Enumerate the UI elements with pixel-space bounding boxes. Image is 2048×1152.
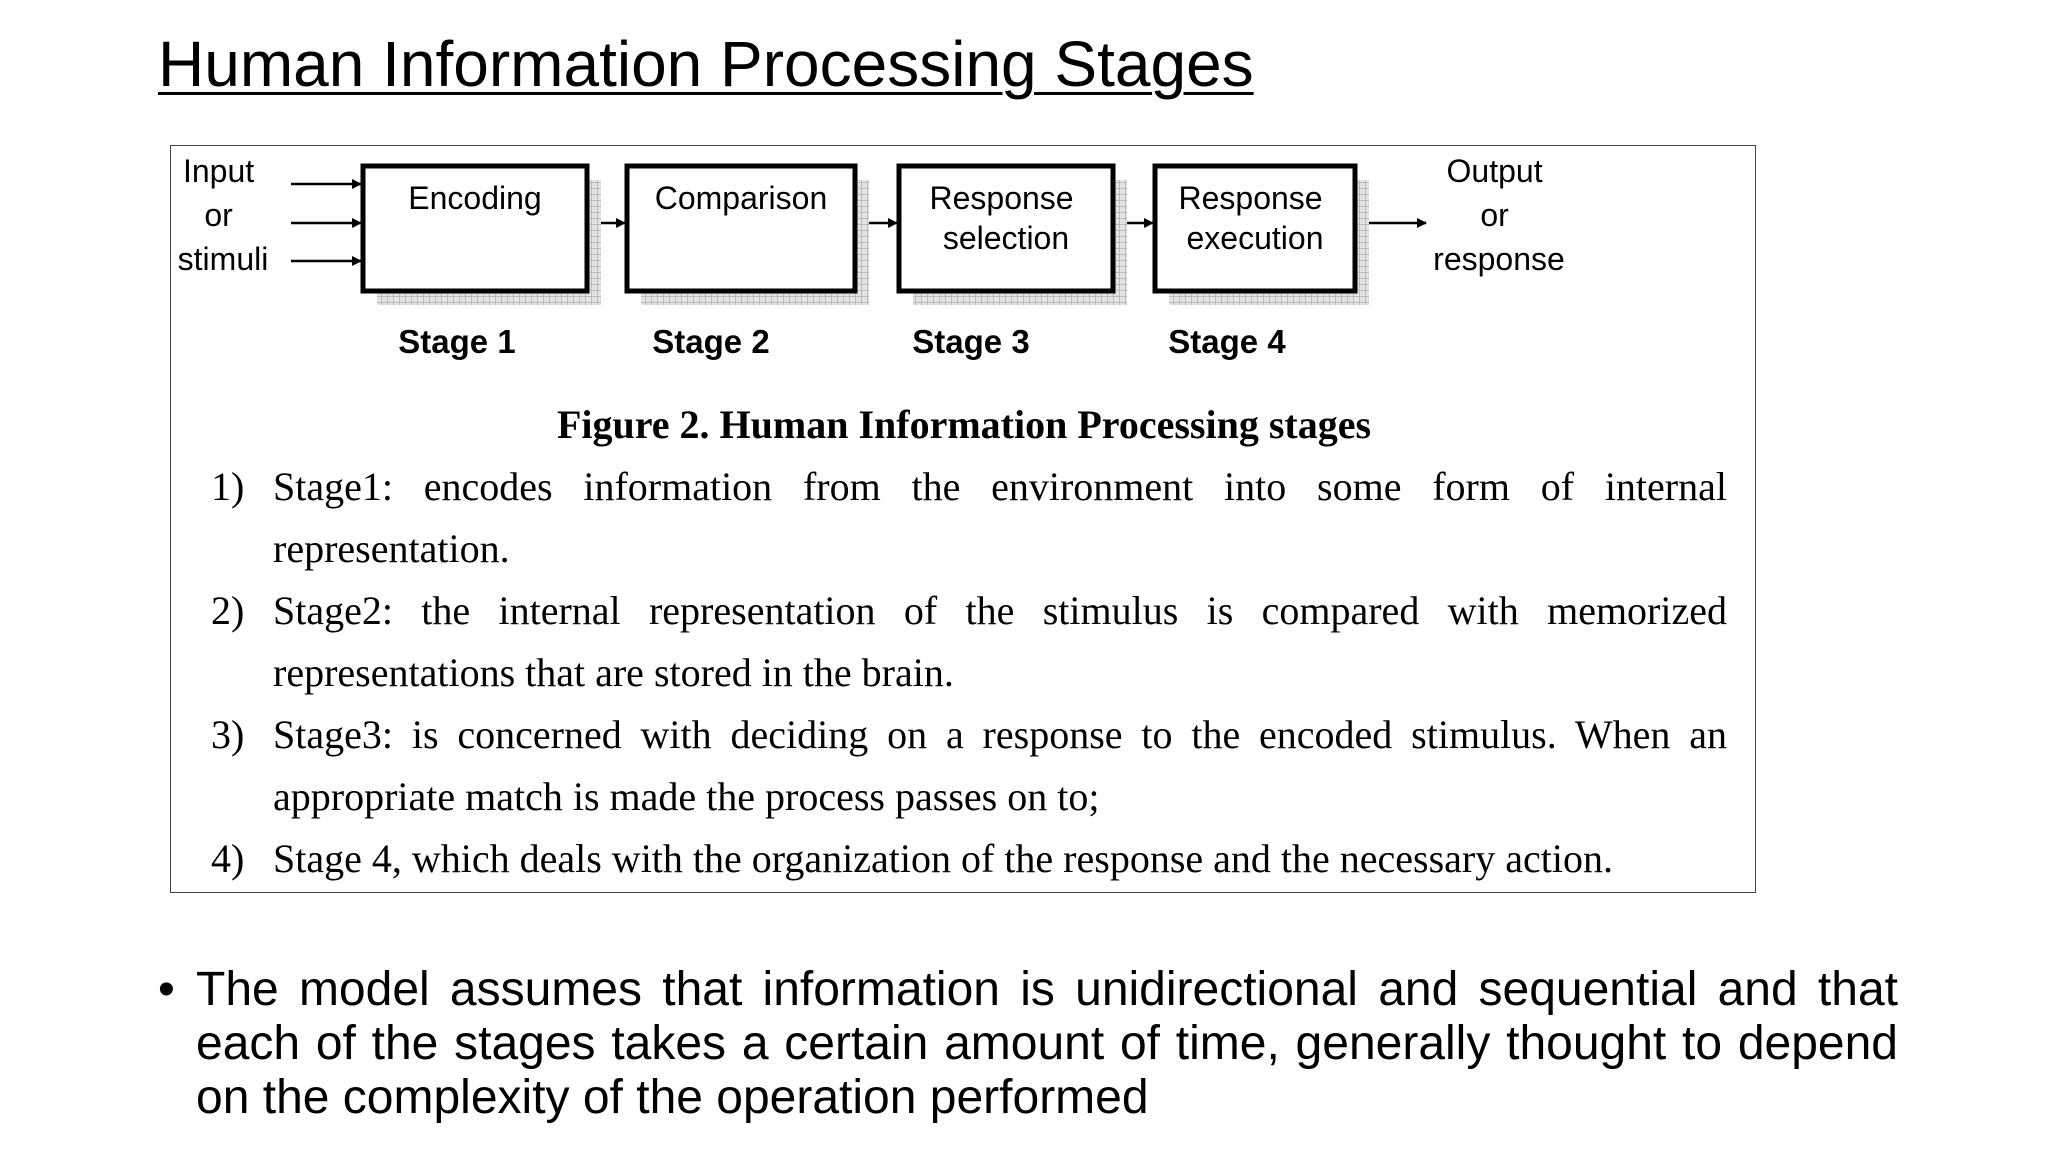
input-label-line: stimuli xyxy=(177,241,269,277)
stage-box-label: Encoding xyxy=(408,180,542,216)
stage-description-list xyxy=(211,456,1727,890)
stage-box-label-line: Response xyxy=(1178,180,1323,216)
list-item xyxy=(211,456,1727,580)
bullet-item xyxy=(158,963,1898,1125)
stage-label: Stage 3 xyxy=(912,323,1030,360)
list-number: 4) xyxy=(211,836,245,881)
stage-label: Stage 2 xyxy=(652,323,770,360)
output-label-line: response xyxy=(1433,241,1565,277)
list-number: 2) xyxy=(211,588,245,633)
slide-title: Human Information Processing Stages xyxy=(158,28,1254,100)
stage-box-label-line: execution xyxy=(1186,220,1324,256)
list-item-text: Stage2: the internal representation of the stimulus is compared with memorized representations that are stored in the brain. xyxy=(273,588,1727,695)
stage-box-label-line: Response xyxy=(929,180,1074,216)
input-label-line: Input xyxy=(182,153,255,189)
stage-box-label-line: selection xyxy=(942,220,1070,256)
list-number: 3) xyxy=(211,712,245,757)
stage-label: Stage 4 xyxy=(1168,323,1286,360)
input-label xyxy=(178,153,269,277)
list-number: 1) xyxy=(211,464,245,509)
bullet-text: The model assumes that information is unidirectional and sequential and that each of the stages takes a certain amount of time, generally thought to depend on the complexity of the operation performed xyxy=(196,963,1898,1124)
bullet-list xyxy=(158,963,1898,1125)
bullet-marker: • xyxy=(158,963,175,1016)
list-item-text: Stage1: encodes information from the environment into some form of internal representation. xyxy=(273,464,1727,571)
list-item-text: Stage 4, which deals with the organization of the response and the necessary action. xyxy=(273,836,1613,881)
figure-caption: Figure 2. Human Information Processing stages xyxy=(556,402,1372,447)
list-item xyxy=(211,828,1727,890)
output-label-line: or xyxy=(1480,197,1509,233)
output-label xyxy=(1433,153,1565,277)
output-label-line: Output xyxy=(1446,153,1543,189)
list-item xyxy=(211,580,1727,704)
figure-box xyxy=(170,145,1756,893)
list-item xyxy=(211,704,1727,828)
input-label-line: or xyxy=(204,197,233,233)
list-item-text: Stage3: is concerned with deciding on a response to the encoded stimulus. When an appropriate match is made the process passes on to; xyxy=(273,712,1727,819)
stage-box-label: Comparison xyxy=(654,180,828,216)
stage-label: Stage 1 xyxy=(398,323,516,360)
processing-stages-diagram xyxy=(171,146,1757,396)
